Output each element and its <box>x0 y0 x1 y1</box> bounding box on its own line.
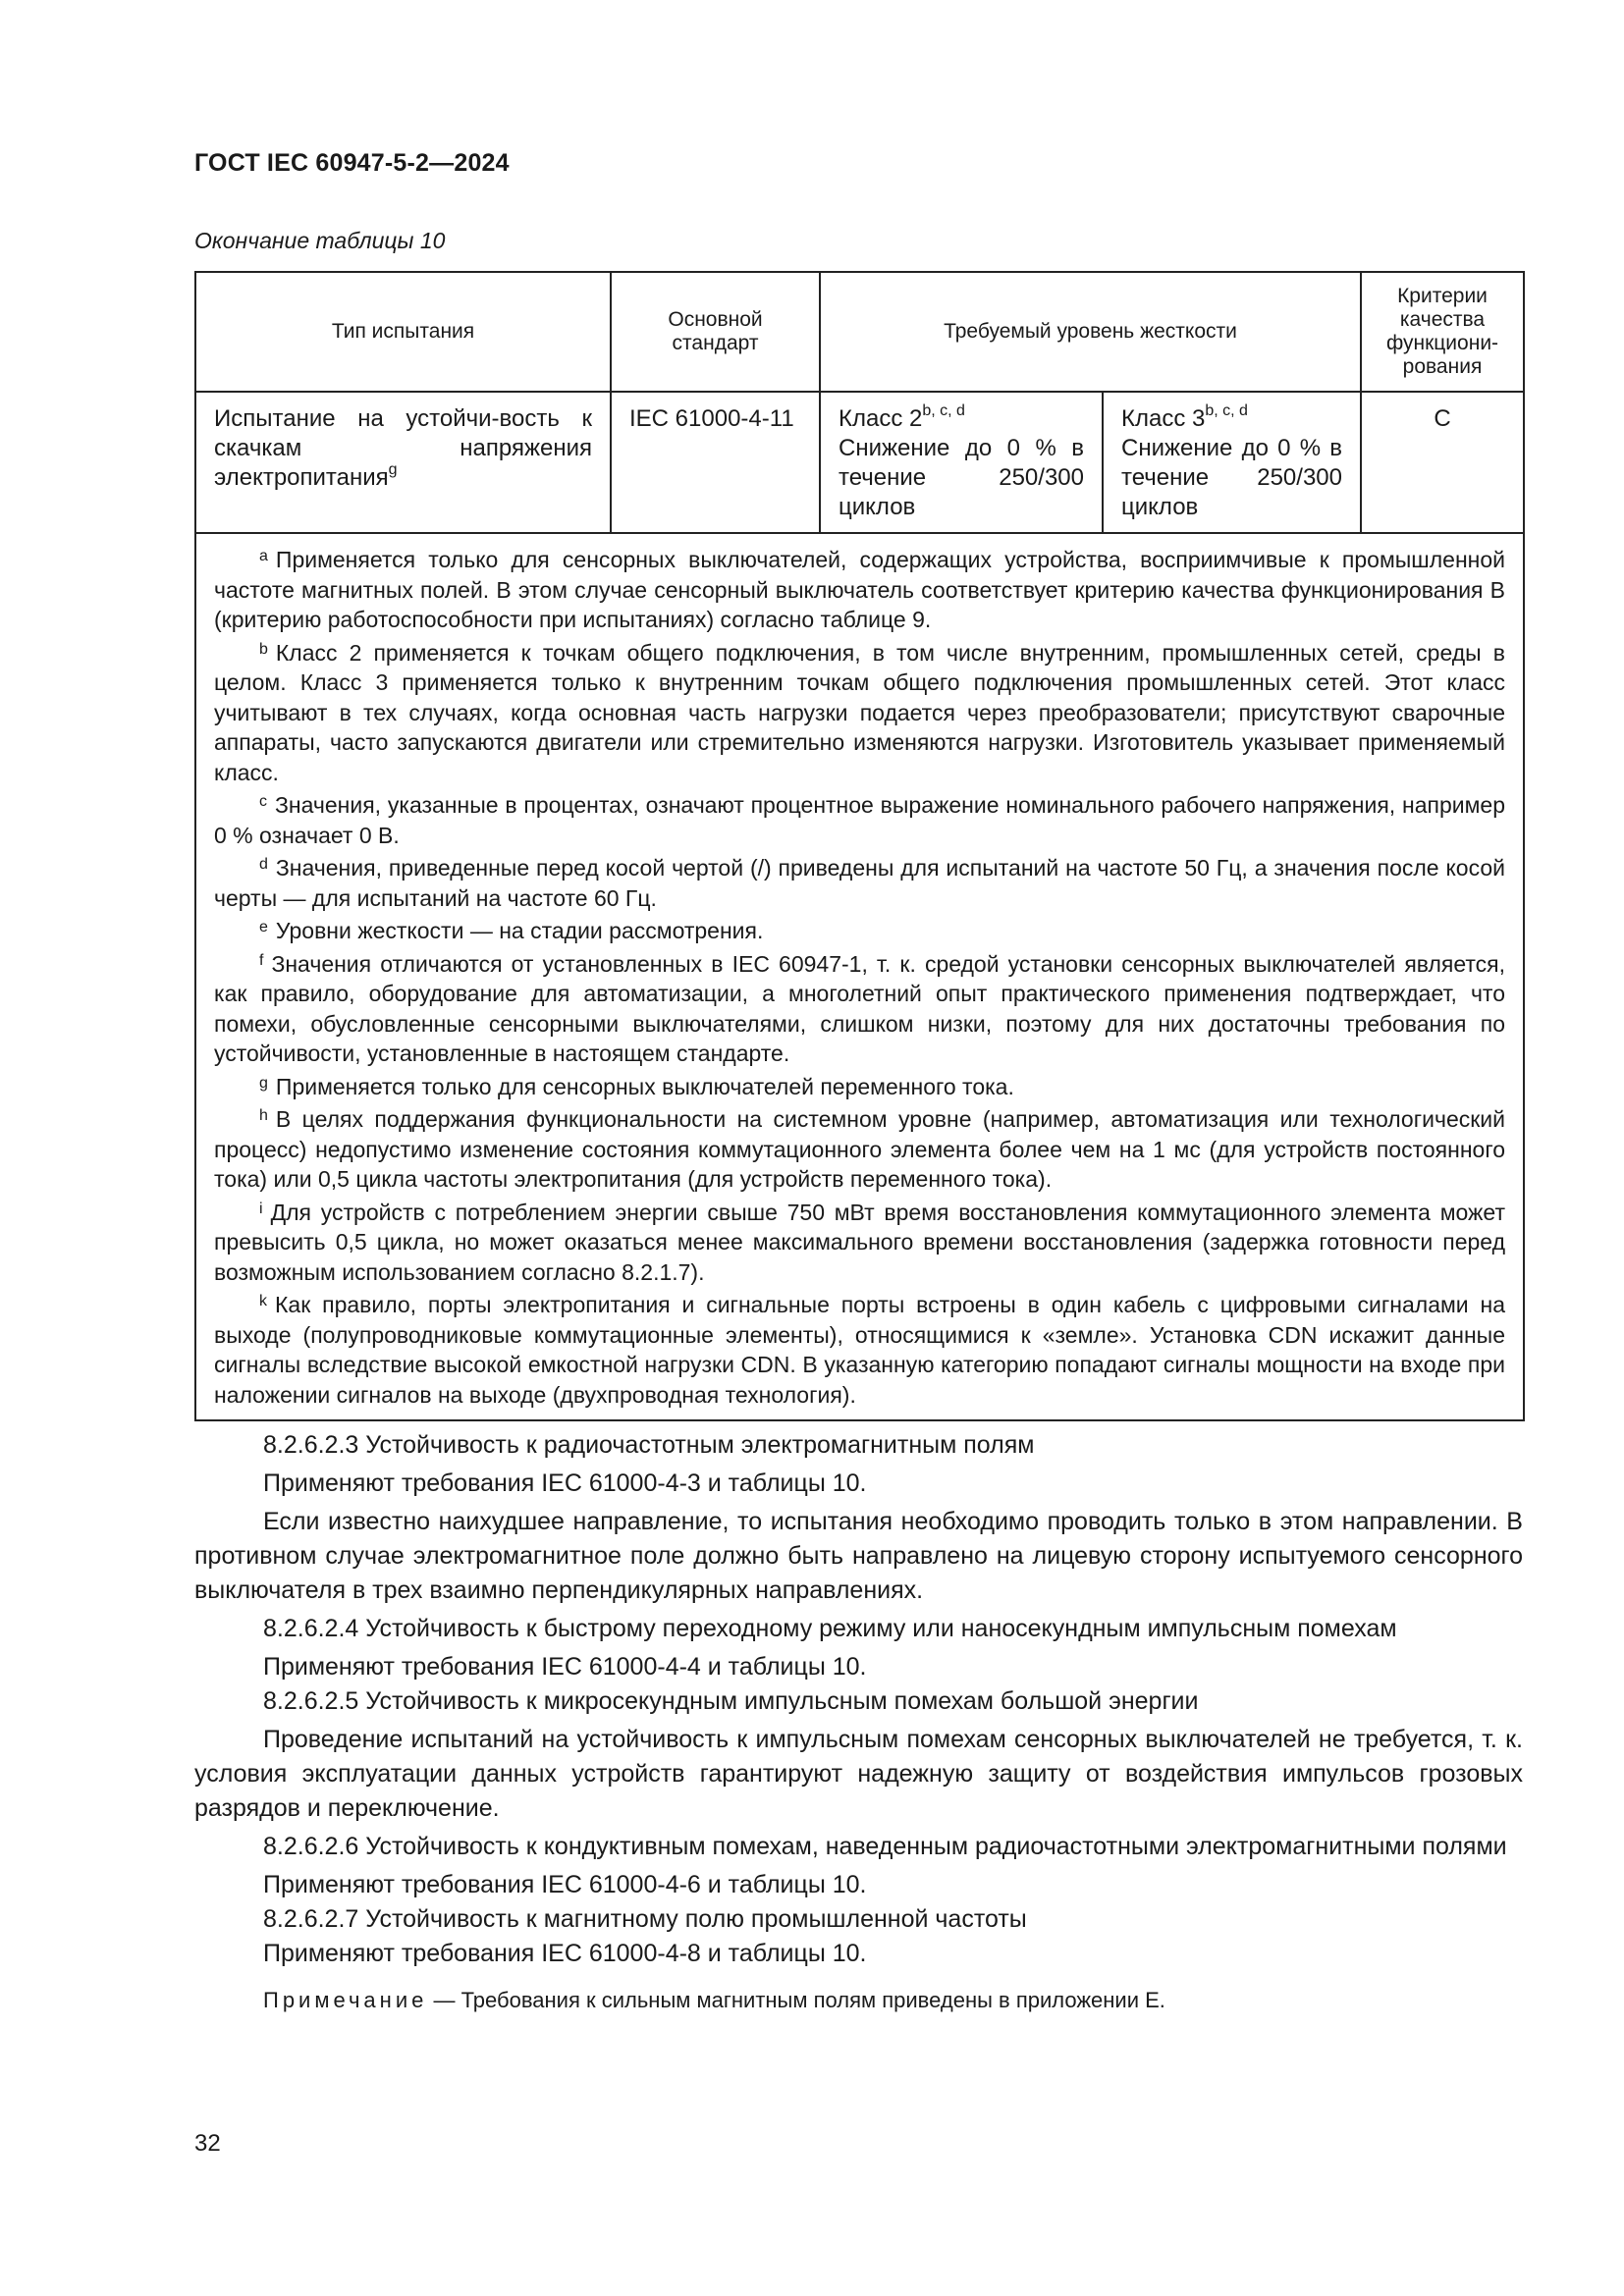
footnote <box>214 787 1505 850</box>
cell-class3 <box>1103 392 1361 533</box>
footnote-letter: h <box>259 1107 268 1124</box>
footnote-letter: g <box>259 1074 268 1092</box>
footnote-letter: i <box>259 1200 263 1217</box>
footnote-text: В целях поддержания функциональности на системном уровне (например, автоматизация или технологический процесс) недопустимо изменение состояния коммутационного элемента более чем на 1 мс (для устройств постоянного тока) или 0,5 цикла частоты электропитания (для устройств переменного тока). <box>214 1106 1505 1192</box>
class3-title: Класс 3 <box>1121 405 1206 432</box>
footnote-text: Для устройств с потреблением энергии свыше 750 мВт время восстановления коммутационного элемента может превысить 0,5 цикла, но может оказаться менее максимального времени восстановления (задержка готовности перед возможным использованием согласно 8.2.1.7). <box>214 1199 1505 1285</box>
table-header-row <box>195 272 1524 392</box>
header-criteria: Критерии качества функциони-рования <box>1361 272 1524 392</box>
footnote <box>214 1287 1505 1410</box>
header-test-type: Тип испытания <box>195 272 611 392</box>
footnotes-row <box>195 533 1524 1420</box>
document-code: ГОСТ IEC 60947-5-2—2024 <box>194 149 510 177</box>
footnote <box>214 1101 1505 1195</box>
footnote <box>214 913 1505 946</box>
test-type-text: Испытание на устойчи-вость к скачкам напряжения электропитания <box>214 405 592 491</box>
footnotes-cell <box>195 533 1524 1420</box>
footnote <box>214 635 1505 788</box>
cell-test-type <box>195 392 611 533</box>
cell-criteria <box>1361 392 1524 533</box>
footnote-text: Применяется только для сенсорных выключателей, содержащих устройства, восприимчивые к промышленной частоте магнитных полей. В этом случае сенсорный выключатель соответствует критерию качества функционирования В (критерию работоспособности при испытаниях) согласно таблице 9. <box>214 547 1505 632</box>
footnote-text: Применяется только для сенсорных выключателей переменного тока. <box>275 1073 1014 1099</box>
footnote-letter: d <box>259 856 268 873</box>
paragraph: 8.2.6.2.5 Устойчивость к микросекундным импульсным помехам большой энергии <box>263 1687 1199 1715</box>
footnote-letter: b <box>259 640 268 658</box>
table-row <box>195 392 1524 533</box>
footnote-text: Значения, приведенные перед косой чертой (/) приведены для испытаний на частоте 50 Гц, а значения после косой черты — для испытаний на частоте 60 Гц. <box>214 855 1505 911</box>
footnote-text: Значения отличаются от установленных в IEC 60947-1, т. к. средой установки сенсорных выключателей является, как правило, оборудование для автоматизации, а многолетний опыт практического применения подтверждает, что помехи, обусловленные сенсорными выключателями, слишком низки, поэтому для них достаточны требования по устойчивости, установленные в настоящем стандарте. <box>214 950 1505 1066</box>
paragraph: Применяют требования IEC 61000-4-6 и таблицы 10. <box>263 1871 867 1898</box>
header-severity: Требуемый уровень жесткости <box>820 272 1361 392</box>
class3-text: Снижение до 0 % в течение 250/300 циклов <box>1121 435 1342 520</box>
table-caption: Окончание таблицы 10 <box>194 228 446 253</box>
criteria-text: C <box>1434 405 1451 432</box>
footnote <box>214 946 1505 1069</box>
body-text <box>194 1428 1523 2039</box>
footnote <box>214 542 1505 635</box>
paragraph: Если известно наихудшее направление, то испытания необходимо проводить только в этом направлении. В противном случае электромагнитное поле должно быть направлено на лицевую сторону испытуемого сенсорного выключателя в трех взаимно перпендикулярных направлениях. <box>194 1508 1523 1604</box>
footnote-letter: c <box>259 793 267 810</box>
requirements-table <box>194 271 1525 1421</box>
class2-text: Снижение до 0 % в течение 250/300 циклов <box>839 435 1084 520</box>
note-text: — Требования к сильным магнитным полям приведены в приложении Е. <box>427 1988 1165 2012</box>
footnote-text: Уровни жесткости — на стадии рассмотрения. <box>275 918 764 943</box>
footnotes-list <box>214 542 1505 1410</box>
standard-text: IEC 61000-4-11 <box>629 405 794 432</box>
paragraph: 8.2.6.2.7 Устойчивость к магнитному полю промышленной частоты <box>263 1905 1027 1933</box>
footnote-letter: f <box>259 951 264 969</box>
note <box>194 1983 1523 2017</box>
paragraph: Применяют требования IEC 61000-4-8 и таблицы 10. <box>263 1940 867 1967</box>
paragraph: 8.2.6.2.4 Устойчивость к быстрому переходному режиму или наносекундным импульсным помехам <box>263 1615 1397 1642</box>
footnote-text: Класс 2 применяется к точкам общего подключения, в том числе внутренним, промышленных сетей, среды в целом. Класс 3 применяется только к внутренним точкам общего подключения промышленных сетей. Этот класс учитывают в тех случаях, когда основная часть нагрузки подается через преобразователи; присутствуют сварочные аппараты, часто запускаются двигатели или стремительно изменяются нагрузки. Изготовитель указывает применяемый класс. <box>214 639 1505 785</box>
class2-title: Класс 2 <box>839 405 923 432</box>
footnote-text: Значения, указанные в процентах, означают процентное выражение номинального рабочего напряжения, например 0 % означает 0 В. <box>214 792 1505 848</box>
paragraph: Применяют требования IEC 61000-4-3 и таблицы 10. <box>263 1469 867 1497</box>
cell-class2 <box>820 392 1103 533</box>
note-label: Примечание <box>263 1988 428 2012</box>
footnote-letter: e <box>259 919 268 935</box>
class3-sup: b, c, d <box>1205 402 1248 419</box>
paragraph: 8.2.6.2.6 Устойчивость к кондуктивным помехам, наведенным радиочастотными электромагнитными полями <box>263 1833 1507 1860</box>
footnote <box>214 1069 1505 1102</box>
test-type-sup: g <box>388 461 398 478</box>
footnote <box>214 850 1505 913</box>
footnote <box>214 1195 1505 1288</box>
class2-sup: b, c, d <box>922 402 965 419</box>
footnote-letter: k <box>259 1293 267 1309</box>
footnote-text: Как правило, порты электропитания и сигнальные порты встроены в один кабель с цифровыми сигналами на выходе (полупроводниковые коммутационные элементы), относящимися к «земле». Установка CDN искажит данные сигналы вследствие высокой емкостной нагрузки CDN. В указанную категорию попадают сигналы мощности на входе при наложении сигналов на выходе (двухпроводная технология). <box>214 1292 1505 1408</box>
cell-standard <box>611 392 820 533</box>
footnote-letter: a <box>259 548 268 564</box>
paragraph: 8.2.6.2.3 Устойчивость к радиочастотным электромагнитным полям <box>263 1431 1035 1459</box>
paragraph: Применяют требования IEC 61000-4-4 и таблицы 10. <box>263 1653 867 1681</box>
paragraph: Проведение испытаний на устойчивость к импульсным помехам сенсорных выключателей не требуется, т. к. условия эксплуатации данных устройств гарантируют надежную защиту от воздействия импульсов грозовых разрядов и переключение. <box>194 1726 1523 1822</box>
header-basic-standard: Основной стандарт <box>611 272 820 392</box>
page-number: 32 <box>194 2130 221 2157</box>
